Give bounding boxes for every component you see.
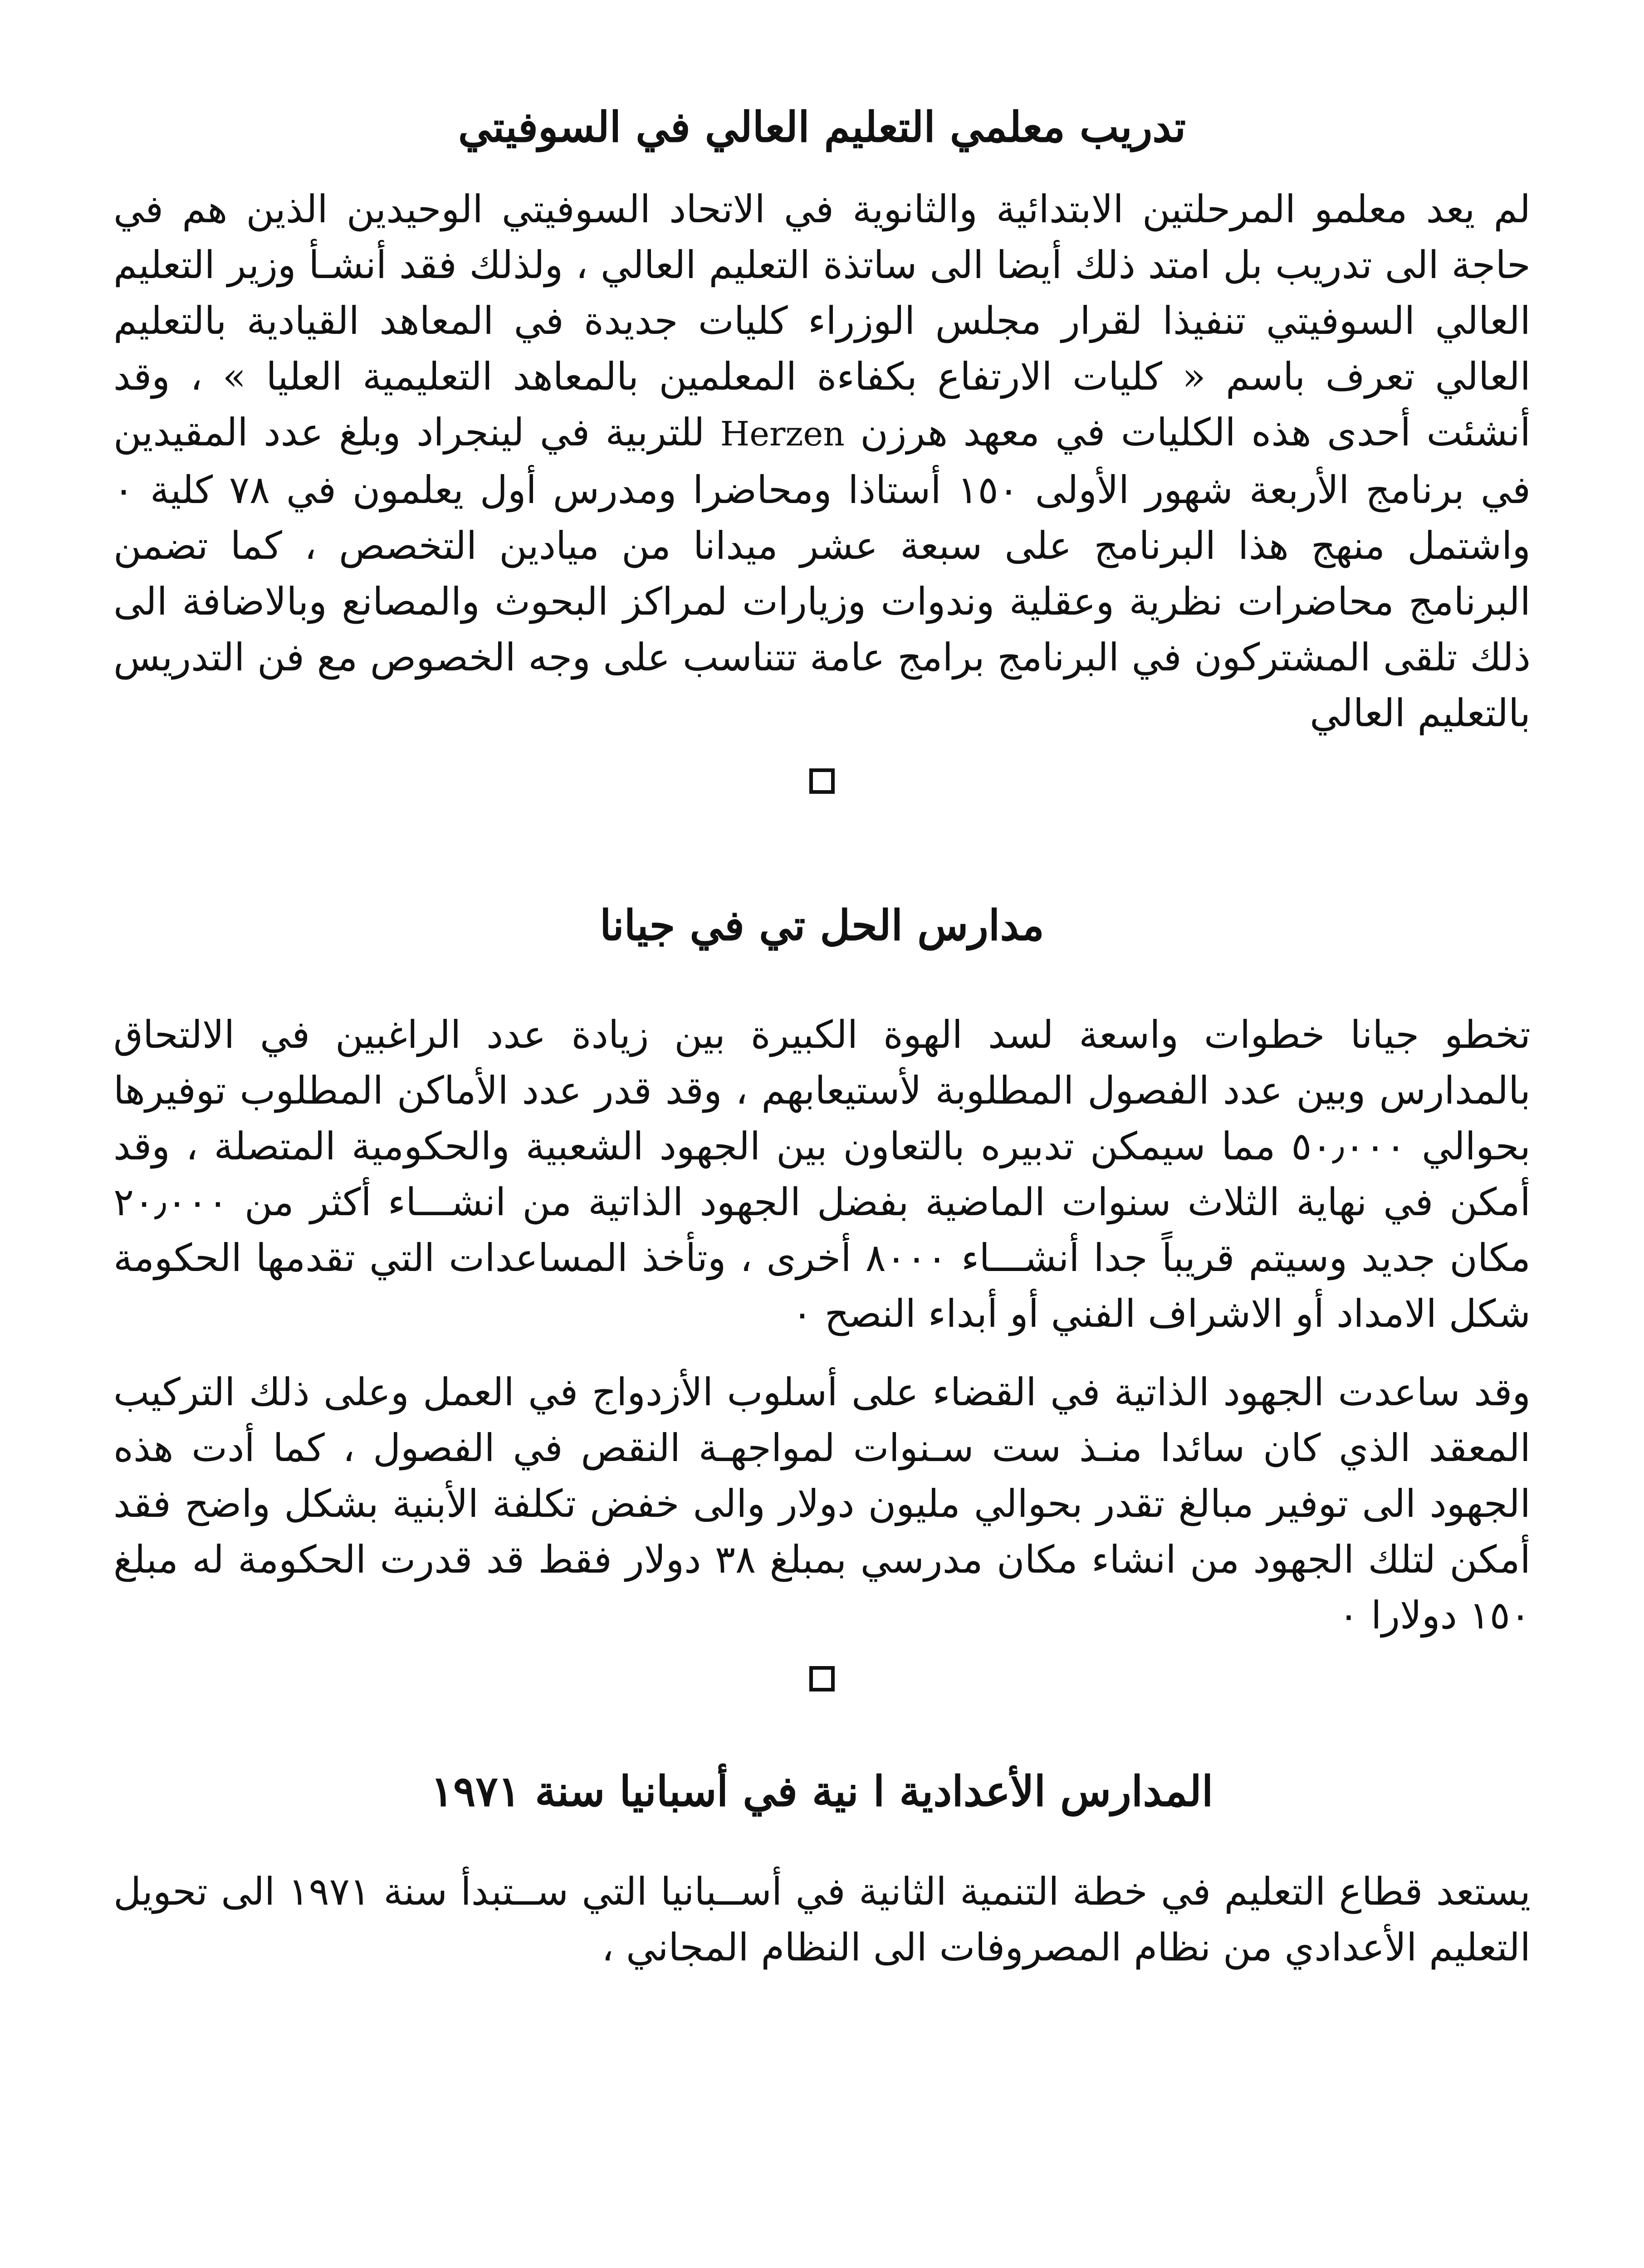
article-2-paragraph-1: تخطو جيانا خطوات واسعة لسد الهوة الكبيرة بين زيادة عدد الراغبين في الالتحاق بالمدارس وبين عدد الفصول المطلوبة لأستيعابهم ، وقد قدر عدد الأماكن المطلوب توفيرها بحوالي ٥٠٫٠٠٠ مما سيمكن تدبيره بالتعاون بين الجهود الشعبية والحكومية المتصلة ، وقد أمكن في نهاية الثلاث سنوات الماضية بفضل الجهود الذاتية من انشـــاء أكثر من ٢٠٫٠٠٠ مكان جديد وسيتم قريباً جدا أنشـــاء ٨٠٠٠ أخرى ، وتأخذ المساعدات التي تقدمها الحكومة شكل الامداد أو الاشراف الفني أو أبداء النصح ٠ (113, 1012, 1531, 1336)
article-3-title: المدارس الأعدادية ا نية في أسبانيا سنة ١٩٧١ (431, 1767, 1213, 1816)
article-1-title: تدريب معلمي التعليم العالي في السوفيتي (458, 103, 1186, 152)
article-3-paragraph: يستعد قطاع التعليم في خطة التنمية الثانية في أســبانيا التي ســتبدأ سنة ١٩٧١ الى تحويل التعليم الأعدادي من نظام المصروفات الى النظام المجاني ، (113, 1869, 1531, 1970)
article-2-title: مدارس الحل تي في جيانا (600, 901, 1044, 950)
document-page (113, 68, 1531, 2268)
section-separator-icon (809, 768, 835, 794)
section-separator-icon (809, 1666, 835, 1691)
article-2-paragraph-2: وقد ساعدت الجهود الذاتية في القضاء على أسلوب الأزدواج في العمل وعلى ذلك التركيب المعقد الذي كان سائدا منـذ ست سـنوات لمواجهـة النقص في الفصول ، كما أدت هذه الجهود الى توفير مبالغ تقدر بحوالي مليون دولار والى خفض تكلفة الأبنية بشكل واضح فقد أمكن لتلك الجهود من انشاء مكان مدرسي بمبلغ ٣٨ دولار فقط قد قدرت الحكومة له مبلغ ١٥٠ دولارا ٠ (113, 1370, 1531, 1637)
article-1-paragraph (113, 181, 1531, 741)
article-1-text: لم يعد معلمو المرحلتين الابتدائية والثانوية في الاتحاد السوفيتي الوحيدين الذين هم في حاجة الى تدريب بل امتد ذلك أيضا الى ساتذة التعليم العالي ، ولذلك فقد أنشـأ وزير التعليم العالي السوفيتي تنفيذا لقرار مجلس الوزراء كليات جديدة في المعاهد القيادية بالتعليم العالي تعرف باسم « كليات الارتفاع بكفاءة المعلمين بالمعاهد التعليمية العليا » ، وقد أنشئت أحدى هذه الكليات في معهد هرزن (113, 187, 1531, 455)
herzen-name: Herzen (720, 415, 845, 454)
article-1-text-continued: للتربية في لينجراد وبلغ عدد المقيدين في برنامج الأربعة شهور الأولى ١٥٠ أستاذا ومحاضرا ومدرس أول يعلمون في ٧٨ كلية ٠ واشتمل منهج هذا البرنامج على سبعة عشر ميدانا من ميادين التخصص ، كما تضمن البرنامج محاضرات نظرية وعقلية وندوات وزيارات لمراكز البحوث والمصانع وبالاضافة الى ذلك تلقى المشتركون في البرنامج برامج عامة تتناسب على وجه الخصوص مع فن التدريس بالتعليم العالي (113, 410, 1531, 735)
